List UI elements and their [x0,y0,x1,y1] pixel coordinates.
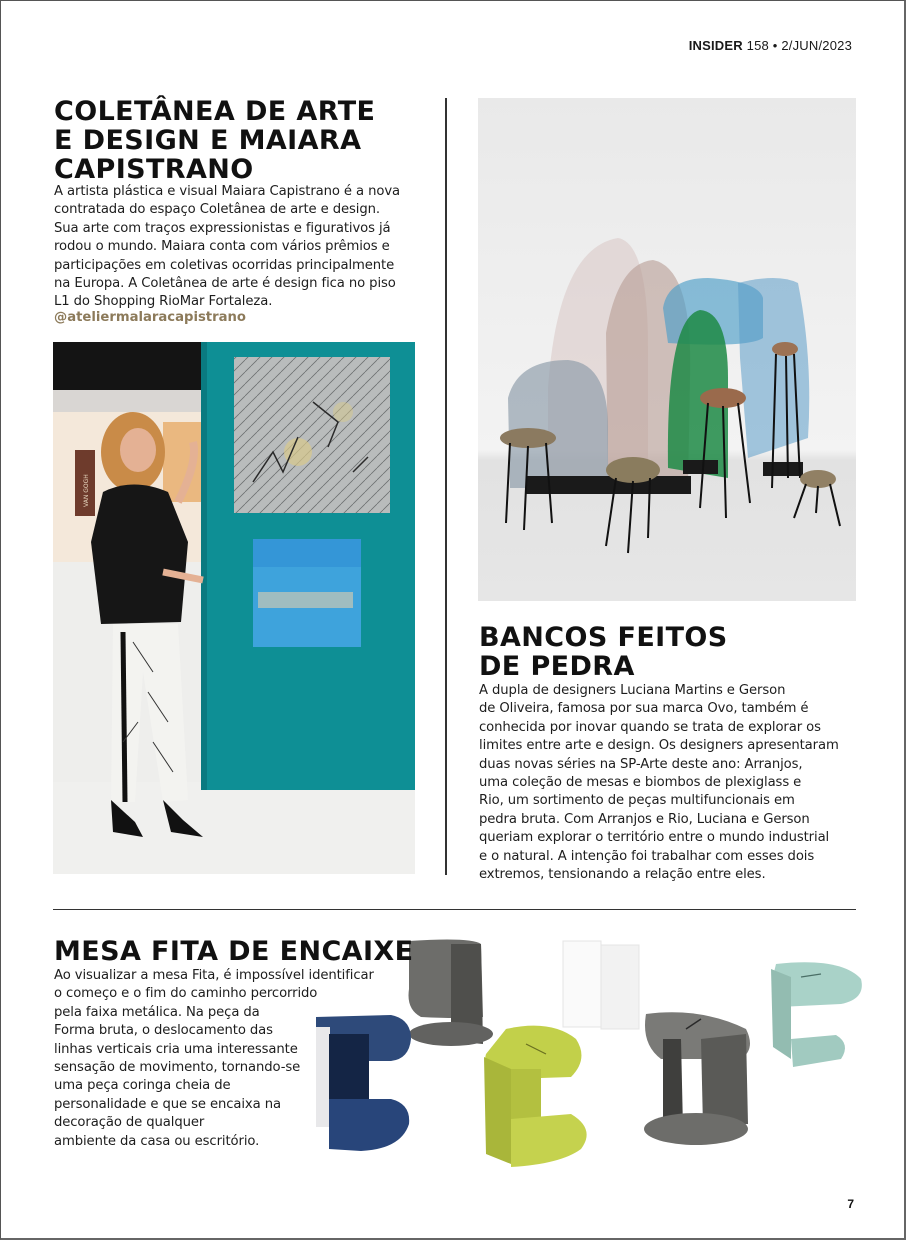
body-line: ambiente da casa ou escritório. [54,1133,260,1149]
title-line: BANCOS FEITOS [479,622,728,653]
body-line: A dupla de designers Luciana Martins e Gerson [479,683,786,698]
body-line: A artista plástica e visual Maiara Capistrano é a nova [54,184,401,199]
body-line: pedra bruta. Com Arranjos e Rio, Luciana e Gerson [479,811,810,827]
body-line: e o natural. A intenção foi trabalhar com esses dois [479,848,815,864]
body-line: conhecida por inovar quando se trata de explorar os [479,719,821,735]
body-line: participações em coletivas ocorridas principalmente [54,257,395,273]
page-number: 7 [847,1197,854,1211]
body-line: extremos, tensionando a relação entre eles. [479,867,766,883]
table-gray-2 [644,1012,750,1145]
body-line: contratada do espaço Coletânea de arte e design. [54,202,380,218]
publication-name: INSIDER [688,38,743,53]
issue-date: 2/JUN/2023 [781,38,852,53]
body-line: duas novas séries na SP-Arte deste ano: Arranjos, [479,756,803,772]
body-line: decoração de qualquer [54,1115,205,1131]
instagram-handle[interactable]: @ateliermalaracapistrano [54,310,246,325]
stone-stools-photo [478,98,856,601]
table-lime [484,1026,587,1167]
body-line: Forma bruta, o deslocamento das [54,1023,273,1039]
body-line: de Oliveira, famosa por sua marca Ovo, também é [479,701,809,717]
body-line: queriam explorar o território entre o mundo industrial [479,830,830,846]
body-line: uma coleção de mesas e biombos de plexiglass e [479,775,802,791]
column-divider [445,98,447,875]
article-body-bancos [479,682,864,884]
article-title-bancos [479,623,859,681]
body-line: Sua arte com traços expressionistas e figurativos já [54,220,391,236]
separator-dot: • [772,38,778,53]
body-line: o começo e o fim do caminho percorrido [54,986,318,1002]
section-divider [53,909,856,910]
svg-text:VAN GOGH: VAN GOGH [83,474,90,507]
body-line: pela faixa metálica. Na peça da [54,1004,260,1020]
body-line: uma peça coringa cheia de [54,1078,231,1094]
body-line: sensação de movimento, tornando-se [54,1060,301,1076]
title-line: E DESIGN E MAIARA [54,125,362,156]
running-header [689,38,852,53]
table-gray-1 [409,940,494,1046]
issue-number: 158 [746,38,769,53]
body-line: personalidade e que se encaixa na [54,1096,281,1112]
title-line: MESA FITA DE ENCAIXE [54,936,414,967]
article-body-mesa-fita [54,967,374,1151]
body-line: na Europa. A Coletânea de arte é design fica no piso [54,276,396,292]
title-line: DE PEDRA [479,651,635,682]
title-line: COLETÂNEA DE ARTE [54,96,376,127]
article-body-coletanea [54,183,426,312]
table-mint [771,962,862,1067]
table-white [563,941,639,1029]
title-line: CAPISTRANO [54,154,254,185]
body-line: limites entre arte e design. Os designers apresentaram [479,738,839,754]
article-title-coletanea [54,97,424,184]
article-title-mesa-fita [54,937,414,966]
body-line: L1 do Shopping RioMar Fortaleza. [54,294,273,310]
artist-photo [53,342,415,874]
body-line: Ao visualizar a mesa Fita, é impossível identificar [54,968,374,983]
body-line: rodou o mundo. Maiara conta com vários prêmios e [54,239,390,255]
body-line: Rio, um sortimento de peças multifuncionais em [479,793,795,809]
body-line: linhas verticais cria uma interessante [54,1041,298,1057]
